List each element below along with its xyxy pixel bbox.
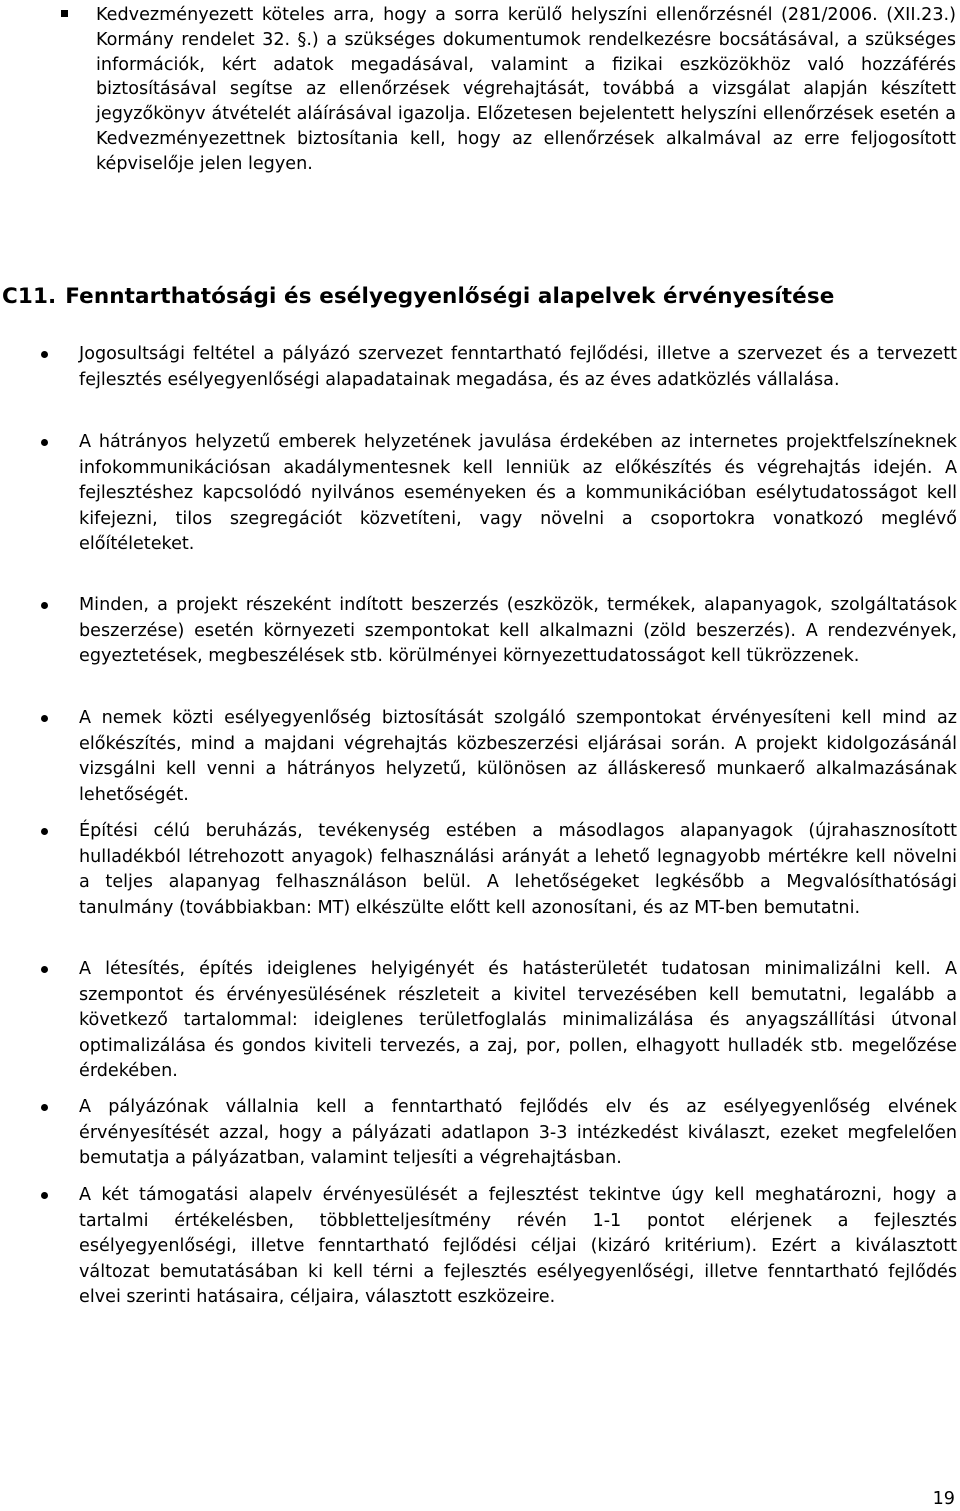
list-item [79, 1183, 957, 1311]
list-item [79, 957, 957, 1085]
page-number: 19 [932, 1489, 955, 1509]
bullet-dot-icon [41, 828, 48, 835]
bullet-dot-icon [41, 1104, 48, 1111]
list-item-text: A pályázónak vállalnia kell a fenntartható fejlődés elv és az esélyegyenlőség elvének érvényesítését azzal, hogy a pályázati adatlapon 3-3 intézkedést kiválaszt, ezeket megfelelően bemutatja a pályázatban, valamint teljesíti a végrehajtásban. [79, 1097, 957, 1168]
list-item-text: A létesítés, építés ideiglenes helyigényét és hatásterületét tudatosan minimalizálni kell. A szempontot és érvényesülésének részleteit a kivitel tervezésében kell bemutatni, legalább a következő tartalommal: ideiglenes területfoglalás minimalizálása és anyagszállítási útvonal optimalizálása és gondos kiviteli tervezés, a zaj, por, pollen, elhagyott hulladék stb. megelőzése érdekében. [79, 959, 957, 1081]
list-item-text: A hátrányos helyzetű emberek helyzetének javulása érdekében az internetes projektfelszíneknek infokommunikációsan akadálymentesnek kell lenniük az előkészítés és végrehajtás idején. A fejlesztéshez kapcsolódó nyilvános eseményeken és a kommunikációban esélytudatosságot kell kifejezni, tilos szegregációt közvetíteni, vagy növelni a csoportokra vonatkozó meglévő előítéleteket. [79, 432, 957, 554]
bullet-dot-icon [41, 602, 48, 609]
list-item [79, 819, 957, 921]
bullet-dot-icon [41, 439, 48, 446]
bullet-dot-icon [41, 966, 48, 973]
list-item-text: Minden, a projekt részeként indított beszerzés (eszközök, termékek, alapanyagok, szolgáltatások beszerzése) esetén környezeti szempontokat kell alkalmazni (zöld beszerzés). A rendezvények, egyeztetések, megbeszélések stb. körülményei környezettudatosságot kell tükrözzenek. [79, 595, 957, 666]
list-item-text: Építési célú beruházás, tevékenység estében a másodlagos alapanyagok (újrahasznosított hulladékból létrehozott anyagok) felhasználási arányát a lehető legnagyobb mértékre kell növelni a teljes alapanyag felhasználáson belül. A lehetőségeket legkésőbb a Megvalósíthatósági tanulmány (továbbiakban: MT) elkészülte előtt kell azonosítani, és az MT-ben bemutatni. [79, 821, 957, 918]
section-code: C11. [2, 284, 57, 309]
bullet-dot-icon [41, 1192, 48, 1199]
list-item-text: A nemek közti esélyegyenlőség biztosítását szolgáló szempontokat érvényesíteni kell mind az előkészítés, mind a majdani végrehajtás közbeszerzési eljárásai során. A projekt kidolgozásánál vizsgálni kell venni a hátrányos helyzetű, különösen az álláskereső munkaerő alkalmazásának lehetőségét. [79, 708, 957, 805]
list-item [79, 342, 957, 393]
list-item [79, 1095, 957, 1172]
list-item [79, 430, 957, 558]
list-item-text: A két támogatási alapelv érvényesülését a fejlesztést tekintve úgy kell meghatározni, hogy a tartalmi értékelésben, többletteljesítmény révén 1-1 pontot elérjenek a fejlesztés esélyegyenlőségi, illetve fenntartható fejlődési céljai (kizáró kritérium). Ezért a kiválasztott változat bemutatásában ki kell térni a fejlesztés esélyegyenlőségi, illetve fenntartható fejlődés elvei szerinti hatásaira, céljaira, választott eszközeire. [79, 1185, 957, 1307]
section-title: Fenntarthatósági és esélyegyenlőségi alapelvek érvényesítése [65, 284, 835, 309]
list-item [79, 593, 957, 670]
bullet-dot-icon [41, 351, 48, 358]
list-item-text: Jogosultsági feltétel a pályázó szervezet fenntartható fejlődési, illetve a szervezet és a tervezett fejlesztés esélyegyenlőségi alapadatainak megadása, és az éves adatközlés vállalása. [79, 344, 957, 390]
intro-paragraph: Kedvezményezett köteles arra, hogy a sorra kerülő helyszíni ellenőrzésnél (281/2006. (XII.23.) Kormány rendelet 32. §.) a szükséges dokumentumok rendelkezésre bocsátásával, a szükséges információk, kért adatok megadásával, valamint a fizikai eszközökhöz való hozzáférés biztosításával segítse az ellenőrzések végrehajtását, továbbá a vizsgálat alapján készített jegyzőkönyv átvételét aláírásával igazolja. Előzetesen bejelentett helyszíni ellenőrzések esetén a Kedvezményezettnek biztosítania kell, hogy az ellenőrzések alkalmával az erre feljogosított képviselője jelen legyen. [96, 5, 956, 174]
list-item [79, 706, 957, 808]
bullet-dot-icon [41, 715, 48, 722]
